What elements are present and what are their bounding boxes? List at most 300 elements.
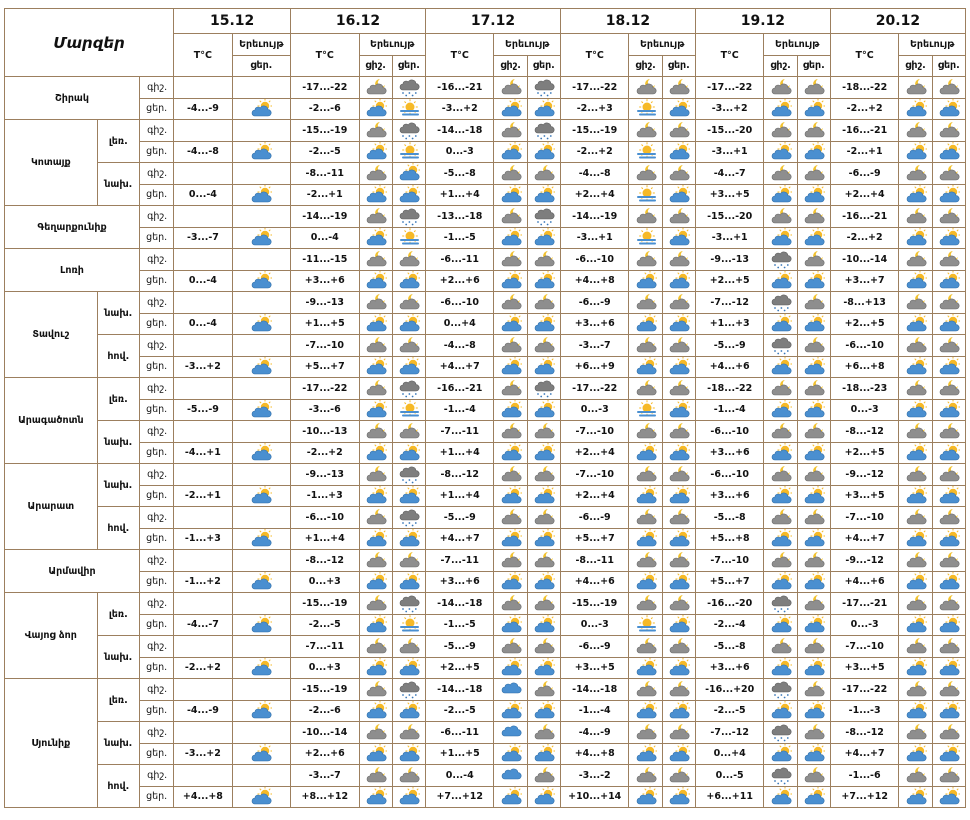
weather-cell: [932, 313, 965, 335]
weather-cell: [494, 120, 527, 142]
table-row: [5, 141, 966, 163]
weather-cell: [662, 141, 695, 163]
time-of-day: ցեր.: [139, 571, 173, 593]
temperature-cell: -4...-9: [560, 722, 628, 744]
weather-cell: [764, 163, 797, 185]
temperature-cell: -2...+1: [830, 141, 898, 163]
temperature-cell: 0...-3: [830, 399, 898, 421]
weather-cell: [797, 292, 830, 314]
cloud-moon-icon: [360, 335, 392, 355]
weather-cell: [359, 507, 392, 529]
cloud-moon-icon: [360, 378, 392, 398]
weather-cell: [764, 679, 797, 701]
subregion-name: լեռ.: [97, 120, 139, 163]
cloud-moon-icon: [899, 163, 931, 183]
time-of-day: ցեր.: [139, 141, 173, 163]
weather-cell: [764, 765, 797, 787]
cloud-sun-icon: [629, 658, 661, 678]
cloud-sun-icon: [933, 443, 965, 463]
weather-cell: [662, 550, 695, 572]
cloud-sun-icon: [494, 658, 526, 678]
temperature-cell: -15...-19: [560, 120, 628, 142]
cloud-sun-icon: [233, 787, 290, 807]
temperature-cell: [174, 77, 232, 99]
cloud-moon-icon: [393, 335, 425, 355]
weather-cell: [662, 399, 695, 421]
temperature-cell: +1...+5: [291, 313, 359, 335]
cloud-moon-icon: [798, 421, 830, 441]
cloud-moon-icon: [360, 636, 392, 656]
temp-header: T°C: [174, 34, 232, 77]
weather-cell: [232, 657, 290, 679]
temperature-cell: -6...-10: [830, 335, 898, 357]
time-of-day: գիշ.: [139, 206, 173, 228]
cloud-sun-icon: [764, 529, 796, 549]
weather-cell: [232, 98, 290, 120]
temperature-cell: -7...-11: [426, 421, 494, 443]
weather-cell: [232, 485, 290, 507]
temperature-cell: -18...-22: [830, 77, 898, 99]
cloud-moon-icon: [528, 550, 560, 570]
cloud-moon-icon: [629, 722, 661, 742]
weather-cell: [392, 163, 425, 185]
weather-cell: [899, 657, 932, 679]
cloud-sun-icon: [629, 486, 661, 506]
cloud-sun-icon: [233, 228, 290, 248]
weather-cell: [527, 206, 560, 228]
cloud-sun-icon: [663, 529, 695, 549]
temperature-cell: 0...-3: [560, 399, 628, 421]
cloud-moon-icon: [494, 636, 526, 656]
date-header: 20.12: [830, 9, 965, 34]
time-of-day: գիշ.: [139, 464, 173, 486]
table-row: [5, 786, 966, 808]
weather-cell: [629, 356, 662, 378]
weather-cell: [797, 679, 830, 701]
temperature-cell: +7...+12: [426, 786, 494, 808]
weather-cell: [629, 163, 662, 185]
temperature-cell: [174, 722, 232, 744]
table-row: [5, 464, 966, 486]
cloud-sun-icon: [629, 787, 661, 807]
cloud-sun-icon: [233, 357, 290, 377]
cloud-sun-icon: [663, 314, 695, 334]
temperature-cell: +7...+12: [830, 786, 898, 808]
weather-cell: [232, 227, 290, 249]
temperature-cell: -9...-12: [830, 464, 898, 486]
snow-cloud-icon: [528, 206, 560, 226]
region-name: Լոռի: [5, 249, 140, 292]
time-of-day: գիշ.: [139, 77, 173, 99]
weather-cell: [494, 550, 527, 572]
weather-cell: [629, 378, 662, 400]
snow-cloud-icon: [393, 120, 425, 140]
cloud-sun-icon: [663, 185, 695, 205]
weather-cell: [899, 313, 932, 335]
temperature-cell: -2...-6: [291, 98, 359, 120]
weather-cell: [494, 227, 527, 249]
weather-cell: [764, 614, 797, 636]
cloud-sun-icon: [899, 787, 931, 807]
temperature-cell: -15...-19: [291, 593, 359, 615]
cloud-moon-icon: [764, 120, 796, 140]
temperature-cell: 0...+4: [426, 313, 494, 335]
cloud-sun-icon: [933, 787, 965, 807]
time-of-day: գիշ.: [139, 679, 173, 701]
fog-sun-icon: [629, 142, 661, 162]
temp-header: T°C: [560, 34, 628, 77]
temperature-cell: -14...-19: [291, 206, 359, 228]
temperature-cell: 0...+4: [695, 743, 763, 765]
cloud-sun-icon: [798, 615, 830, 635]
weather-cell: [932, 550, 965, 572]
weather-cell: [932, 120, 965, 142]
weather-cell: [899, 378, 932, 400]
cloud-sun-icon: [764, 486, 796, 506]
cloud-sun-icon: [899, 185, 931, 205]
weather-cell: [359, 335, 392, 357]
temperature-cell: -1...-6: [830, 765, 898, 787]
weather-cell: [527, 528, 560, 550]
weather-cell: [932, 507, 965, 529]
cloud-moon-icon: [528, 679, 560, 699]
weather-cell: [494, 700, 527, 722]
cloud-sun-icon: [393, 486, 425, 506]
temperature-cell: +2...+5: [426, 657, 494, 679]
cloud-moon-icon: [933, 335, 965, 355]
cloud-sun-icon: [233, 615, 290, 635]
cloud-moon-icon: [899, 550, 931, 570]
weather-cell: [359, 141, 392, 163]
cloud-moon-icon: [899, 292, 931, 312]
cloud-moon-icon: [528, 249, 560, 269]
weather-cell: [232, 464, 290, 486]
subregion-name: նախ.: [97, 421, 139, 464]
temperature-cell: -8...-11: [560, 550, 628, 572]
cloud-moon-icon: [393, 550, 425, 570]
cloud-moon-icon: [764, 636, 796, 656]
temperature-cell: [174, 550, 232, 572]
cloud-moon-icon: [360, 421, 392, 441]
cloud-moon-icon: [494, 507, 526, 527]
cloud-sun-icon: [663, 271, 695, 291]
cloud-sun-icon: [393, 744, 425, 764]
cloud-sun-icon: [798, 787, 830, 807]
cloud-sun-icon: [233, 271, 290, 291]
weather-cell: [797, 593, 830, 615]
cloud-sun-icon: [764, 787, 796, 807]
weather-cell: [764, 270, 797, 292]
temperature-cell: -3...+1: [695, 141, 763, 163]
weather-cell: [899, 743, 932, 765]
weather-cell: [392, 700, 425, 722]
cloud-sun-icon: [798, 314, 830, 334]
fog-sun-icon: [393, 400, 425, 420]
cloud-moon-icon: [899, 507, 931, 527]
cloud-moon-icon: [528, 464, 560, 484]
weather-cell: [527, 593, 560, 615]
temp-header: T°C: [291, 34, 359, 77]
cloud-moon-icon: [360, 765, 392, 785]
weather-cell: [764, 571, 797, 593]
cloud-moon-icon: [933, 292, 965, 312]
cloud-moon-icon: [360, 464, 392, 484]
cloud-moon-icon: [899, 378, 931, 398]
cloud-moon-icon: [663, 378, 695, 398]
weather-cell: [232, 571, 290, 593]
temperature-cell: [174, 378, 232, 400]
weather-cell: [359, 120, 392, 142]
weather-cell: [932, 270, 965, 292]
temperature-cell: -7...-10: [560, 464, 628, 486]
weather-cell: [494, 507, 527, 529]
temperature-cell: -9...-13: [291, 464, 359, 486]
weather-cell: [232, 163, 290, 185]
weather-cell: [494, 356, 527, 378]
cloud-moon-icon: [933, 163, 965, 183]
temperature-cell: 0...+3: [291, 657, 359, 679]
weather-cell: [764, 722, 797, 744]
cloud-sun-icon: [494, 443, 526, 463]
temperature-cell: -6...-10: [695, 464, 763, 486]
weather-cell: [764, 120, 797, 142]
temperature-cell: +3...+5: [830, 657, 898, 679]
cloud-sun-icon: [663, 228, 695, 248]
temperature-cell: +4...+8: [560, 270, 628, 292]
weather-cell: [797, 722, 830, 744]
cloud-moon-icon: [899, 120, 931, 140]
weather-cell: [494, 206, 527, 228]
weather-cell: [797, 206, 830, 228]
weather-cell: [232, 206, 290, 228]
cloud-sun-icon: [933, 572, 965, 592]
temperature-cell: -14...-18: [426, 679, 494, 701]
weather-cell: [527, 442, 560, 464]
weather-cell: [797, 464, 830, 486]
weather-cell: [899, 206, 932, 228]
cloud-moon-icon: [528, 163, 560, 183]
temperature-cell: -17...-22: [560, 77, 628, 99]
table-row: [5, 163, 966, 185]
temperature-cell: -7...-12: [695, 292, 763, 314]
cloud-sun-icon: [393, 572, 425, 592]
temperature-cell: -7...-10: [830, 636, 898, 658]
weather-cell: [392, 464, 425, 486]
time-of-day: գիշ.: [139, 335, 173, 357]
cloud-moon-icon: [629, 593, 661, 613]
weather-cell: [899, 765, 932, 787]
time-of-day: ցեր.: [139, 227, 173, 249]
cloud-sun-icon: [899, 99, 931, 119]
weather-cell: [932, 421, 965, 443]
weather-cell: [899, 356, 932, 378]
cloud-sun-icon: [233, 744, 290, 764]
cloud-sun-icon: [233, 658, 290, 678]
temp-header: T°C: [830, 34, 898, 77]
weather-cell: [764, 249, 797, 271]
cloud-sun-icon: [764, 443, 796, 463]
temperature-cell: -16...+20: [695, 679, 763, 701]
weather-cell: [494, 399, 527, 421]
cloud-moon-icon: [494, 77, 526, 97]
cloud-sun-icon: [899, 400, 931, 420]
weather-cell: [359, 765, 392, 787]
table-row: [5, 206, 966, 228]
temperature-cell: -2...-5: [291, 141, 359, 163]
temperature-cell: +1...+4: [426, 442, 494, 464]
cloud-moon-icon: [798, 593, 830, 613]
cloud-sun-icon: [494, 486, 526, 506]
weather-cell: [527, 77, 560, 99]
cloud-sun-icon: [528, 142, 560, 162]
weather-cell: [662, 722, 695, 744]
temperature-cell: -2...-5: [291, 614, 359, 636]
weather-cell: [494, 141, 527, 163]
cloud-moon-icon: [494, 464, 526, 484]
night-header: ցիշ.: [494, 55, 527, 77]
weather-cell: [662, 507, 695, 529]
temperature-cell: -5...-8: [695, 507, 763, 529]
time-of-day: ցեր.: [139, 399, 173, 421]
cloud-sun-icon: [798, 572, 830, 592]
weather-cell: [629, 442, 662, 464]
table-row: [5, 98, 966, 120]
weather-cell: [494, 335, 527, 357]
cloud-moon-icon: [933, 722, 965, 742]
temperature-cell: -16...-21: [830, 120, 898, 142]
weather-cell: [629, 227, 662, 249]
cloud-sun-icon: [798, 271, 830, 291]
cloud-sun-icon: [798, 357, 830, 377]
weather-cell: [932, 378, 965, 400]
cloud-moon-icon: [629, 636, 661, 656]
cloud-sun-icon: [528, 787, 560, 807]
date-header: 19.12: [695, 9, 830, 34]
weather-cell: [527, 421, 560, 443]
weather-cell: [392, 356, 425, 378]
temperature-cell: [174, 679, 232, 701]
temperature-cell: -11...-15: [291, 249, 359, 271]
snow-cloud-icon: [393, 464, 425, 484]
weather-cell: [797, 507, 830, 529]
cloud-sun-icon: [899, 271, 931, 291]
weather-cell: [494, 571, 527, 593]
temperature-cell: -8...-12: [291, 550, 359, 572]
table-row: [5, 765, 966, 787]
table-row: [5, 378, 966, 400]
cloud-sun-icon: [360, 486, 392, 506]
weather-cell: [797, 378, 830, 400]
cloud-moon-icon: [494, 335, 526, 355]
weather-cell: [494, 292, 527, 314]
weather-cell: [899, 700, 932, 722]
temperature-cell: +3...+6: [560, 313, 628, 335]
cloud-moon-icon: [494, 249, 526, 269]
cloud-sun-icon: [933, 314, 965, 334]
weather-cell: [764, 399, 797, 421]
weather-cell: [392, 550, 425, 572]
weather-cell: [392, 571, 425, 593]
temperature-cell: -4...-9: [174, 700, 232, 722]
cloud-sun-icon: [233, 185, 290, 205]
weather-cell: [797, 442, 830, 464]
cloud-sun-icon: [494, 744, 526, 764]
cloud-sun-icon: [764, 185, 796, 205]
weather-cell: [392, 335, 425, 357]
region-name: Շիրակ: [5, 77, 140, 120]
cloud-moon-icon: [798, 378, 830, 398]
snow-cloud-icon: [764, 679, 796, 699]
temperature-cell: -8...-12: [426, 464, 494, 486]
fog-sun-icon: [393, 142, 425, 162]
temperature-cell: +2...+6: [291, 743, 359, 765]
cloud-moon-icon: [899, 421, 931, 441]
weather-cell: [232, 786, 290, 808]
weather-cell: [932, 679, 965, 701]
weather-cell: [527, 679, 560, 701]
cloud-moon-icon: [528, 722, 560, 742]
temperature-cell: -4...-8: [426, 335, 494, 357]
region-name: Սյունիք: [5, 679, 98, 808]
temperature-cell: -2...+2: [830, 227, 898, 249]
date-header: 18.12: [560, 9, 695, 34]
cloud-sun-icon: [933, 185, 965, 205]
weather-cell: [899, 292, 932, 314]
temperature-cell: 0...-3: [830, 614, 898, 636]
weather-cell: [764, 356, 797, 378]
cloud-sun-icon: [933, 357, 965, 377]
cloud-moon-icon: [798, 77, 830, 97]
weather-cell: [232, 442, 290, 464]
weather-cell: [797, 120, 830, 142]
weather-cell: [662, 593, 695, 615]
weather-cell: [662, 184, 695, 206]
cloud-sun-icon: [798, 658, 830, 678]
cloud-moon-icon: [663, 550, 695, 570]
temperature-cell: +2...+4: [830, 184, 898, 206]
weather-cell: [527, 743, 560, 765]
cloud-moon-icon: [663, 507, 695, 527]
temperature-cell: -15...-20: [695, 206, 763, 228]
weather-cell: [494, 98, 527, 120]
weather-cell: [392, 786, 425, 808]
cloud-sun-icon: [629, 701, 661, 721]
temperature-cell: -3...-7: [291, 765, 359, 787]
cloud-sun-icon: [663, 400, 695, 420]
temperature-cell: [174, 593, 232, 615]
cloud-sun-icon: [899, 615, 931, 635]
snow-cloud-icon: [393, 206, 425, 226]
cloud-moon-icon: [629, 421, 661, 441]
time-of-day: գիշ.: [139, 550, 173, 572]
weather-cell: [797, 141, 830, 163]
cloud-sun-icon: [764, 228, 796, 248]
fog-sun-icon: [629, 228, 661, 248]
weather-cell: [797, 657, 830, 679]
cloud-sun-icon: [528, 443, 560, 463]
weather-cell: [797, 227, 830, 249]
cloud-sun-icon: [663, 787, 695, 807]
weather-cell: [232, 700, 290, 722]
weather-cell: [527, 636, 560, 658]
weather-cell: [932, 614, 965, 636]
cloud-sun-icon: [798, 443, 830, 463]
cloud-sun-icon: [360, 99, 392, 119]
weather-cell: [494, 184, 527, 206]
temperature-cell: -9...-13: [291, 292, 359, 314]
temperature-cell: +4...+8: [560, 743, 628, 765]
cloud-sun-icon: [528, 314, 560, 334]
